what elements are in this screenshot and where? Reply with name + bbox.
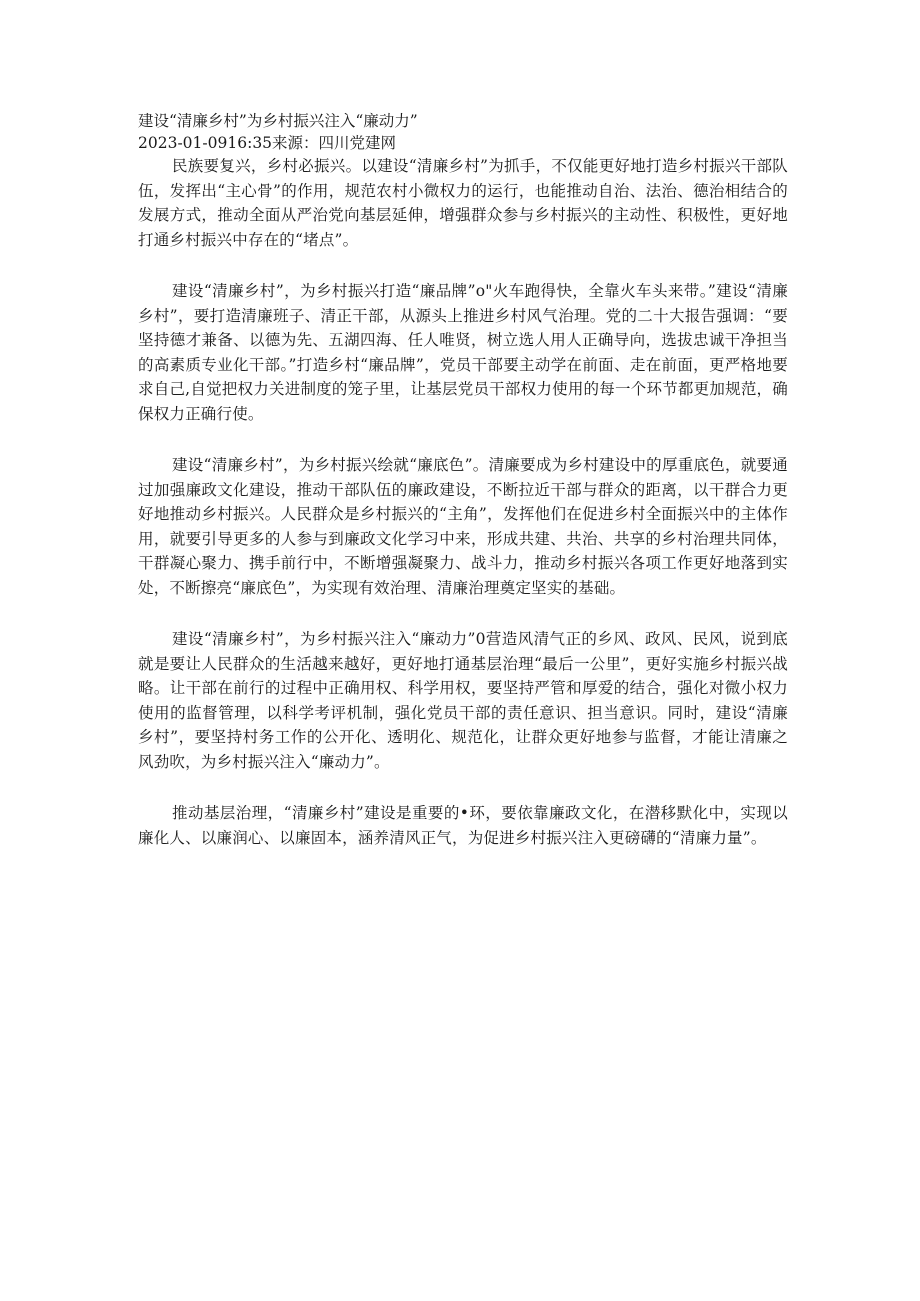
paragraph: 建设“清廉乡村”，为乡村振兴注入“廉动力”0营造风清气正的乡风、政风、民风，说到底就是要让人民群众的生活越来越好，更好地打通基层治理“最后一公里”，更好实施乡村振兴战略。让干部在前行的过程中正确用权、科学用权，要坚持严管和厚爱的结合，强化对微小权力使用的监督管理，以科学考评机制，强化党员干部的责任意识、担当意识。同时，建设“清廉乡村”，要坚持村务工作的公开化、透明化、规范化，让群众更好地参与监督，才能让清廉之风劲吹，为乡村振兴注入“廉动力”。 xyxy=(138,630,788,771)
paragraph: 建设“清廉乡村”，为乡村振兴绘就“廉底色”。清廉要成为乡村建设中的厚重底色，就要通过加强廉政文化建设，推动干部队伍的廉政建设，不断拉近干部与群众的距离，以干群合力更好地推动乡村振兴。人民群众是乡村振兴的“主角”，发挥他们在促进乡村全面振兴中的主体作用，就要引导更多的人参与到廉政文化学习中来，形成共建、共治、共享的乡村治理共同体，干群凝心聚力、携手前行中，不断增强凝聚力、战斗力，推动乡村振兴各项工作更好地落到实处，不断擦亮“廉底色”，为实现有效治理、清廉治理奠定坚实的基础。 xyxy=(138,456,788,597)
article-title: 建设“清廉乡村”为乡村振兴注入“廉动力” xyxy=(138,112,418,130)
article-meta: 2023-01-0916:35来源：四川党建网 xyxy=(138,134,397,152)
paragraph: 民族要复兴，乡村必振兴。以建设“清廉乡村”为抓手，不仅能更好地打造乡村振兴干部队伍，发挥出“主心骨”的作用，规范农村小微权力的运行，也能推动自治、法治、德治相结合的发展方式，推动全面从严治党向基层延伸，增强群众参与乡村振兴的主动性、积极性，更好地打通乡村振兴中存在的“堵点”。 xyxy=(138,157,788,249)
article xyxy=(138,110,788,877)
paragraph: 建设“清廉乡村”，为乡村振兴打造“廉品牌”o"火车跑得快，全靠火车头来带。”建设“清廉乡村”，要打造清廉班子、清正干部，从源头上推进乡村风气治理。党的二十大报告强调：“要坚持德才兼备、以德为先、五湖四海、任人唯贤，树立选人用人正确导向，选拔忠诚干净担当的高素质专业化干部。”打造乡村“廉品牌”，党员干部要主动学在前面、走在前面，更严格地要求自己,自觉把权力关进制度的笼子里，让基层党员干部权力使用的每一个环节都更加规范，确保权力正确行使。 xyxy=(138,282,788,423)
paragraph: 推动基层治理，“清廉乡村”建设是重要的•环，要依靠廉政文化，在潜移默化中，实现以廉化人、以廉润心、以廉固本，涵养清风正气，为促进乡村振兴注入更磅礴的“清廉力量”。 xyxy=(138,804,788,847)
